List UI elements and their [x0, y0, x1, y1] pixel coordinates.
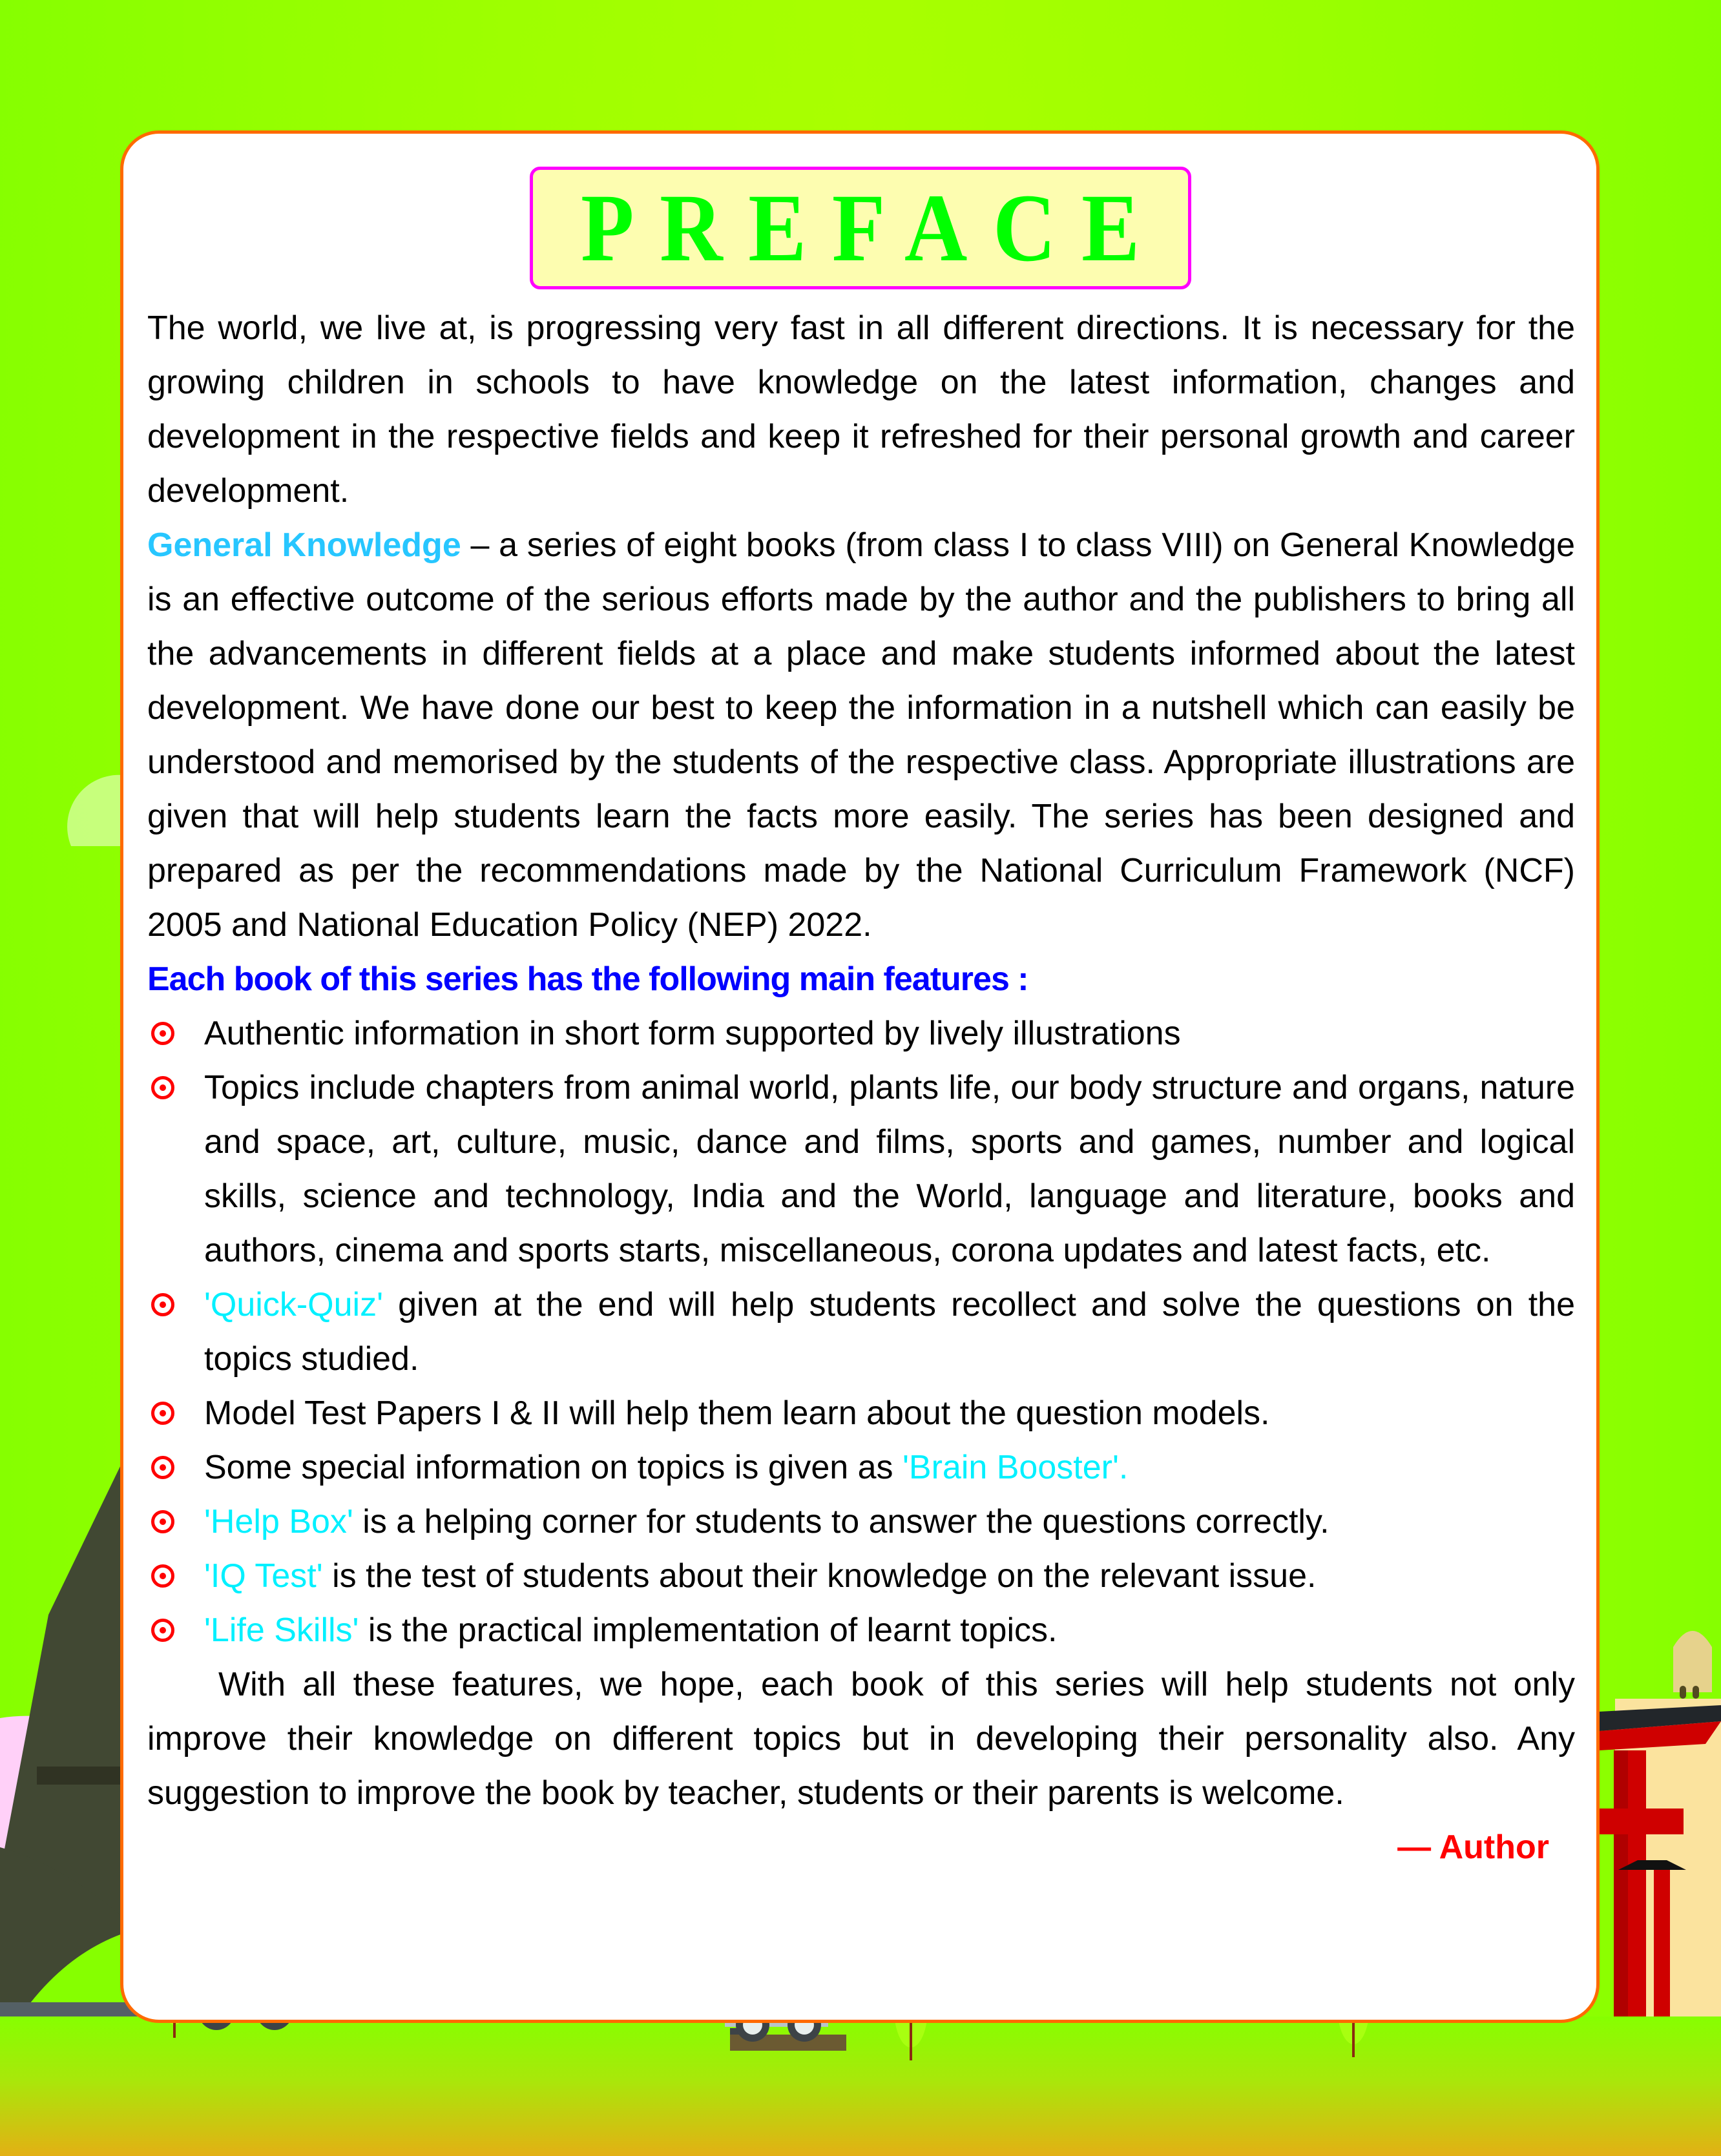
feature-item: Some special information on topics is given as 'Brain Booster'.: [147, 1440, 1575, 1495]
series-name: General Knowledge: [147, 526, 461, 564]
series-paragraph: [147, 518, 1575, 952]
target-bullet-icon: [151, 1293, 174, 1316]
feature-highlight: 'IQ Test': [204, 1557, 323, 1595]
feature-item: 'Help Box' is a helping corner for students to answer the questions correctly.: [147, 1495, 1575, 1549]
feature-highlight: 'Life Skills': [204, 1612, 359, 1649]
target-bullet-icon: [151, 1076, 174, 1099]
target-bullet-icon: [151, 1564, 174, 1588]
features-heading: Each book of this series has the following main features :: [147, 960, 1028, 998]
target-bullet-icon: [151, 1402, 174, 1425]
feature-highlight: 'Quick-Quiz': [204, 1286, 384, 1323]
series-description: – a series of eight books (from class I to class VIII) on General Knowledge is an effective outcome of the serious efforts made by the author and the publishers to bring all the advancements in different fields at a place and make students informed about the latest development. We have done our best to keep the information in a nutshell which can easily be understood and memorised by the students of the respective class. Appropriate illustrations are given that will help students learn the facts more easily. The series has been designed and prepared as per the recommendations made by the National Curriculum Framework (NCF) 2005 and National Education Policy (NEP) 2022.: [147, 526, 1575, 944]
title-banner: [530, 167, 1191, 289]
target-bullet-icon: [151, 1619, 174, 1642]
closing-paragraph: With all these features, we hope, each book of this series will help students not only improve their knowledge on different topics but in developing their personality also. Any suggestion to improve the book by teacher, students or their parents is welcome.: [147, 1666, 1575, 1812]
feature-item: 'Quick-Quiz' given at the end will help students recollect and solve the questions on the topics studied.: [147, 1278, 1575, 1386]
target-bullet-icon: [151, 1022, 174, 1045]
intro-paragraph: The world, we live at, is progressing very fast in all different directions. It is necessary for the growing children in schools to have knowledge on the latest information, changes and development in the respective fields and keep it refreshed for their personal growth and career development.: [147, 309, 1575, 510]
feature-item: 'Life Skills' is the practical implementation of learnt topics.: [147, 1603, 1575, 1657]
feature-highlight: 'Brain Booster'.: [902, 1449, 1129, 1486]
feature-item: Topics include chapters from animal world, plants life, our body structure and organs, nature and space, art, culture, music, dance and films, sports and games, number and logical skills, science and technology, India and the World, language and literature, books and authors, cinema and sports starts, miscellaneous, corona updates and latest facts, etc.: [147, 1061, 1575, 1278]
target-bullet-icon: [151, 1456, 174, 1479]
features-list: [147, 1006, 1575, 1657]
feature-item: 'IQ Test' is the test of students about their knowledge on the relevant issue.: [147, 1549, 1575, 1603]
target-bullet-icon: [151, 1510, 174, 1533]
feature-highlight: 'Help Box': [204, 1503, 353, 1540]
author-signature: — Author: [1397, 1829, 1549, 1866]
preface-body: [147, 301, 1575, 1874]
page-title: PREFACE: [581, 174, 1166, 282]
ground: [0, 2016, 1721, 2156]
feature-item: Authentic information in short form supported by lively illustrations: [147, 1006, 1575, 1061]
feature-item: Model Test Papers I & II will help them learn about the question models.: [147, 1386, 1575, 1440]
